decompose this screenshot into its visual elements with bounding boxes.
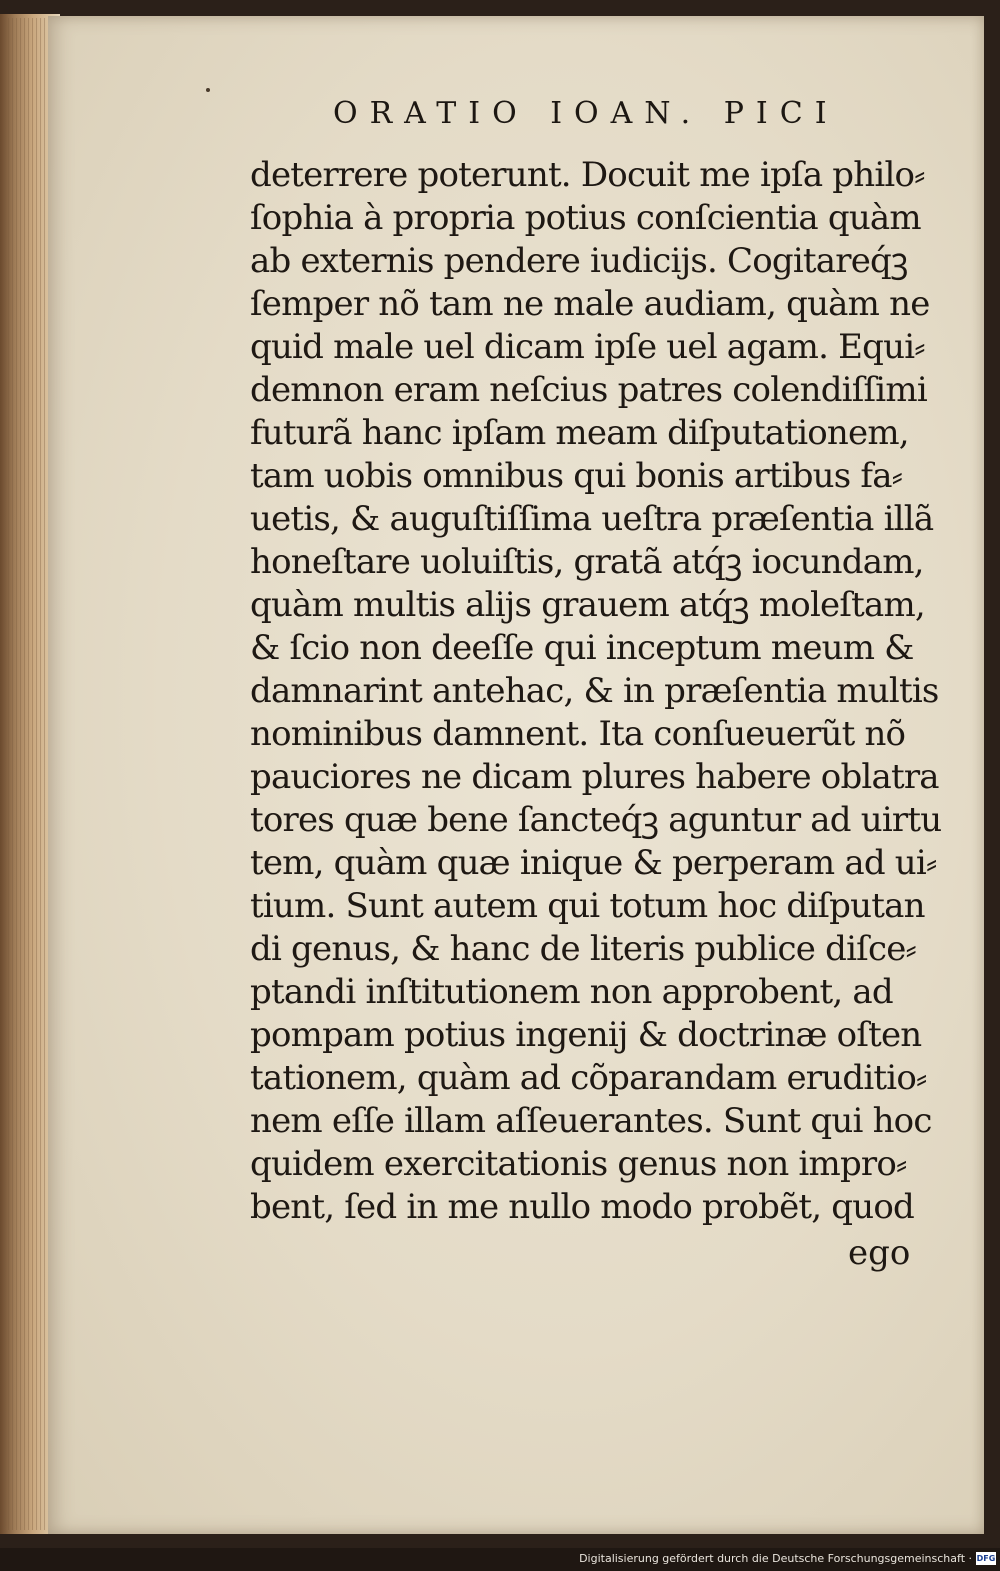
text-line: tam uobis omnibus qui bonis artibus fa⸗ <box>250 456 903 496</box>
running-head: ORATIO IOAN. PICI <box>333 96 839 131</box>
catchword: ego <box>848 1233 911 1273</box>
text-block <box>250 154 942 1229</box>
text-line: deterrere poterunt. Docuit me ipſa philo⸗ <box>250 155 925 195</box>
text-line: futurã hanc ipſam meam diſputationem, <box>250 413 909 453</box>
text-line: tationem, quàm ad cõparandam eruditio⸗ <box>250 1058 927 1098</box>
text-line: nem eſſe illam aſſeuerantes. Sunt qui hoc <box>250 1101 932 1141</box>
page-stack-edges <box>4 18 50 1530</box>
text-line: quàm multis alijs grauem atq́ꝫ moleſtam, <box>250 585 925 625</box>
text-line: quidem exercitationis genus non impro⸗ <box>250 1144 907 1184</box>
digitization-credit: Digitalisierung gefördert durch die Deutsche Forschungsgemeinschaft · <box>579 1552 972 1565</box>
text-line: ſophia à propria potius conſcientia quàm <box>250 198 921 238</box>
text-line: & ſcio non deeſſe qui inceptum meum & <box>250 628 914 668</box>
text-line: quid male uel dicam ipſe uel agam. Equi⸗ <box>250 327 925 367</box>
text-line: demnon eram neſcius patres colendiſſimi <box>250 370 927 410</box>
dfg-logo: DFG <box>976 1554 996 1563</box>
text-line: pauciores ne dicam plures habere oblatra <box>250 757 939 797</box>
text-line: damnarint antehac, & in præſentia multis <box>250 671 939 711</box>
text-line: honeſtare uoluiſtis, gratã atq́ꝫ iocundam, <box>250 542 924 582</box>
text-line: bent, ſed in me nullo modo probẽt, quod <box>250 1187 915 1227</box>
paper-speck <box>206 88 210 92</box>
text-line: pompam potius ingenij & doctrinæ oſten <box>250 1015 922 1055</box>
book-page <box>48 16 984 1534</box>
text-line: nominibus damnent. Ita conſueuerũt nõ <box>250 714 906 754</box>
text-line: tem, quàm quæ inique & perperam ad ui⸗ <box>250 843 937 883</box>
text-line: tium. Sunt autem qui totum hoc diſputan <box>250 886 925 926</box>
text-line: di genus, & hanc de literis publice diſce⸗ <box>250 929 917 969</box>
text-line: ab externis pendere iudicijs. Cogitareq́ꝫ <box>250 241 908 281</box>
text-line: ptandi inſtitutionem non approbent, ad <box>250 972 893 1012</box>
text-line: tores quæ bene ſancteq́ꝫ aguntur ad uirtu <box>250 800 942 840</box>
text-line: ſemper nõ tam ne male audiam, quàm ne <box>250 284 930 324</box>
text-line: uetis, & auguſtiſſima ueſtra præſentia illã <box>250 499 934 539</box>
